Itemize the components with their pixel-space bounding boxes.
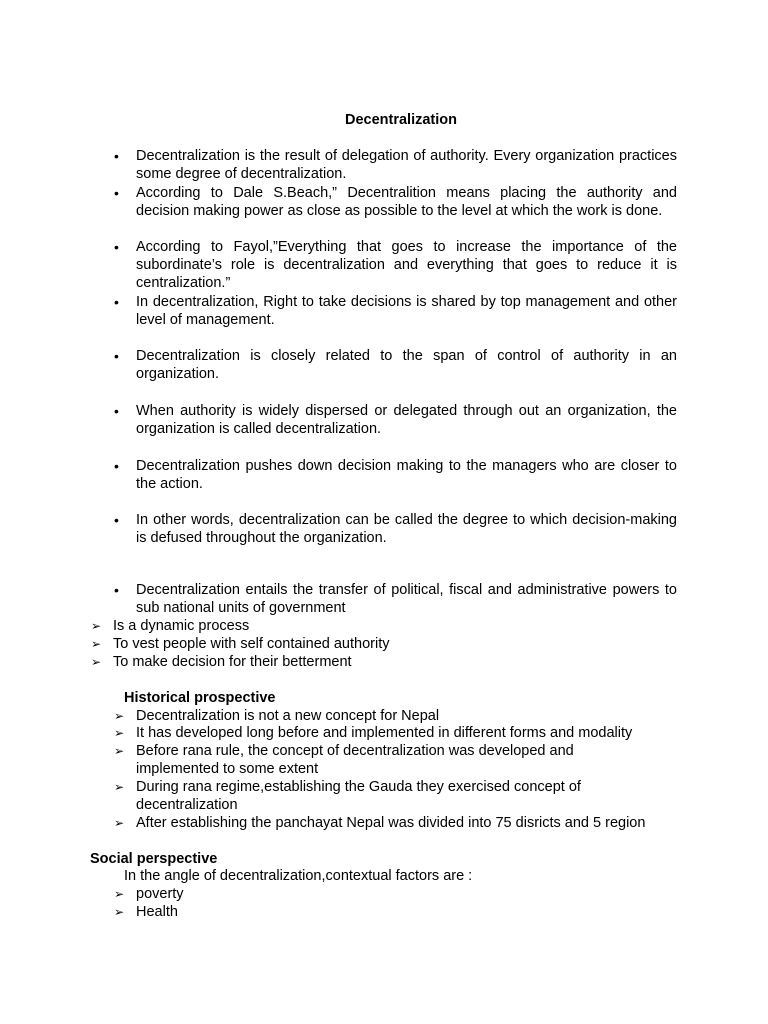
arrow-bullet-icon: ➢ bbox=[91, 619, 102, 633]
arrow-bullet-icon: ➢ bbox=[114, 905, 125, 919]
arrow-item-text: To vest people with self contained authority bbox=[113, 636, 390, 652]
historical-item-text: Decentralization is not a new concept for Nepal bbox=[136, 708, 440, 724]
arrow-list-item bbox=[91, 617, 250, 635]
social-item bbox=[114, 903, 178, 921]
social-item bbox=[114, 885, 184, 903]
bullet-item: • Decentralization is closely related to the span of control of authority in an organization. bbox=[136, 347, 677, 383]
arrow-item-text: To make decision for their betterment bbox=[113, 654, 352, 670]
arrow-bullet-icon: ➢ bbox=[114, 726, 125, 740]
arrow-list-item bbox=[91, 653, 352, 671]
social-intro: In the angle of decentralization,contextual factors are : bbox=[124, 868, 473, 884]
arrow-bullet-icon: ➢ bbox=[114, 780, 125, 794]
historical-item bbox=[114, 778, 656, 814]
historical-item bbox=[114, 724, 633, 742]
historical-item-text: It has developed long before and implemented in different forms and modality bbox=[136, 725, 633, 741]
arrow-bullet-icon: ➢ bbox=[91, 655, 102, 669]
bullet-item: • When authority is widely dispersed or delegated through out an organization, the organization is called decentralization. bbox=[136, 402, 677, 438]
historical-item-text: After establishing the panchayat Nepal was divided into 75 disricts and 5 region bbox=[136, 815, 646, 831]
arrow-bullet-icon: ➢ bbox=[91, 637, 102, 651]
page-title: Decentralization bbox=[345, 112, 457, 128]
bullet-item: • According to Dale S.Beach,” Decentralition means placing the authority and decision making power as close as possible to the level at which the work is done. bbox=[136, 184, 677, 220]
historical-item bbox=[114, 707, 440, 725]
arrow-bullet-icon: ➢ bbox=[114, 887, 125, 901]
arrow-bullet-icon: ➢ bbox=[114, 744, 125, 758]
arrow-list-item bbox=[91, 635, 390, 653]
bullet-item: • Decentralization pushes down decision making to the managers who are closer to the action. bbox=[136, 457, 677, 493]
historical-item bbox=[114, 742, 656, 778]
arrow-bullet-icon: ➢ bbox=[114, 816, 125, 830]
historical-item bbox=[114, 814, 646, 832]
social-item-text: Health bbox=[136, 904, 178, 920]
bullet-item: • Decentralization entails the transfer of political, fiscal and administrative powers to sub national units of government bbox=[136, 581, 677, 617]
bullet-item: • In other words, decentralization can be called the degree to which decision-making is defused throughout the organization. bbox=[136, 511, 677, 547]
bullet-item: • Decentralization is the result of delegation of authority. Every organization practices some degree of decentralization. bbox=[136, 147, 677, 183]
arrow-bullet-icon: ➢ bbox=[114, 709, 125, 723]
social-heading: Social perspective bbox=[90, 851, 218, 867]
bullet-item: • According to Fayol,”Everything that goes to increase the importance of the subordinate’s role is decentralization and everything that goes to reduce it is centralization.” bbox=[136, 238, 677, 292]
historical-heading: Historical prospective bbox=[124, 690, 276, 706]
bullet-item: • In decentralization, Right to take decisions is shared by top management and other level of management. bbox=[136, 293, 677, 329]
social-item-text: poverty bbox=[136, 886, 184, 902]
historical-item-text: During rana regime,establishing the Gauda they exercised concept of decentralization bbox=[136, 779, 581, 813]
historical-item-text: Before rana rule, the concept of decentralization was developed and implemented to some extent bbox=[136, 743, 574, 777]
arrow-item-text: Is a dynamic process bbox=[113, 618, 250, 634]
